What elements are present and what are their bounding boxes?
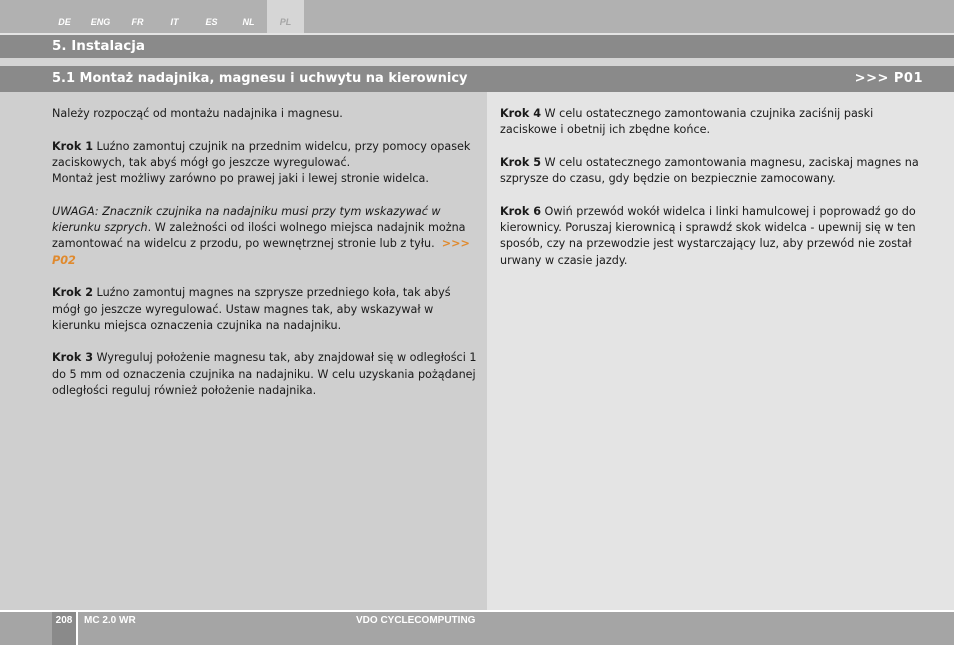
section-divider <box>0 58 954 66</box>
lang-tab-fr[interactable]: FR <box>131 17 144 27</box>
figure-ref-p01[interactable]: >>> P01 <box>854 71 923 86</box>
step-2-label: Krok 2 <box>52 286 93 300</box>
note-italic: UWAGA: Znacznik czujnika na nadajniku musi przy tym wskazywać w kierunku szprych <box>52 204 441 235</box>
step-6-paragraph <box>500 204 930 269</box>
lang-tab-de[interactable]: DE <box>58 17 71 27</box>
figure-ref-p02[interactable]: >>> P02 <box>52 237 470 267</box>
left-column <box>0 92 487 610</box>
step-3-text: Wyreguluj położenie magnesu tak, aby znajdował się w odległości 1 do 5 mm od oznaczenia czujnika na nadajniku. W celu uzyskania pożądanej odległości reguluj również położenie nadajnika. <box>52 351 477 398</box>
language-bar <box>0 0 954 33</box>
lang-tab-pl[interactable]: PL <box>267 0 304 33</box>
footer <box>0 612 954 645</box>
step-1-paragraph <box>52 139 480 188</box>
step-5-text: W celu ostatecznego zamontowania magnesu, zaciskaj magnes na szprysze do czasu, gdy będzie on bezpiecznie zamocowany. <box>500 155 919 186</box>
footer-separator <box>76 612 78 645</box>
step-2-text: Luźno zamontuj magnes na szprysze przedniego koła, tak abyś mógł go jeszcze wyregulować. Ustaw magnes tak, aby wskazywał w kierunku miejsca oznaczenia czujnika na nadajniku. <box>52 286 451 332</box>
note-text: . W zależności od ilości wolnego miejsca nadajnik można zamontować na widelcu z przodu, po wewnętrznej stronie lub z tyłu. <box>52 221 466 251</box>
step-6-text: Owiń przewód wokół widelca i linki hamulcowej i poprowadź go do kierownicy. Poruszaj kierownicą i sprawdź skok widelca - upewnij się w ten sposób, czy na przewodzie jest wystarczający luz, aby przewód nie został urwany w czasie jazdy. <box>500 204 916 267</box>
note-paragraph <box>52 204 480 269</box>
step-1-text-2: Montaż jest możliwy zarówno po prawej jaki i lewej stronie widelca. <box>52 172 429 186</box>
step-4-paragraph <box>500 106 930 139</box>
step-3-paragraph <box>52 350 480 399</box>
intro-paragraph: Należy rozpocząć od montażu nadajnika i magnesu. <box>52 107 343 120</box>
right-text <box>500 106 930 285</box>
step-3-label: Krok 3 <box>52 351 93 365</box>
step-4-text: W celu ostatecznego zamontowania czujnika zaciśnij paski zaciskowe i obetnij ich zbędne końce. <box>500 107 874 137</box>
step-6-label: Krok 6 <box>500 204 541 218</box>
step-1-label: Krok 1 <box>52 139 93 153</box>
page-number: 208 <box>52 612 76 645</box>
right-column <box>487 92 954 610</box>
subsection-title: 5.1 Montaż nadajnika, magnesu i uchwytu na kierownicy <box>52 71 468 86</box>
step-4-label: Krok 4 <box>500 107 541 120</box>
footer-model: MC 2.0 WR <box>84 615 136 626</box>
lang-tab-es[interactable]: ES <box>205 17 218 27</box>
lang-tab-eng[interactable]: ENG <box>90 17 111 27</box>
lang-tab-it[interactable]: IT <box>170 17 179 27</box>
footer-brand: VDO CYCLECOMPUTING <box>356 615 476 626</box>
left-text <box>52 106 480 416</box>
step-2-paragraph <box>52 285 480 334</box>
step-5-label: Krok 5 <box>500 155 541 169</box>
section-title: 5. Instalacja <box>0 35 954 58</box>
step-5-paragraph <box>500 155 930 188</box>
step-1-text: Luźno zamontuj czujnik na przednim widelcu, przy pomocy opasek zaciskowych, tak abyś mógł go jeszcze wyregulować. <box>52 139 471 169</box>
lang-tab-nl[interactable]: NL <box>242 17 255 27</box>
subsection-header <box>0 66 954 92</box>
